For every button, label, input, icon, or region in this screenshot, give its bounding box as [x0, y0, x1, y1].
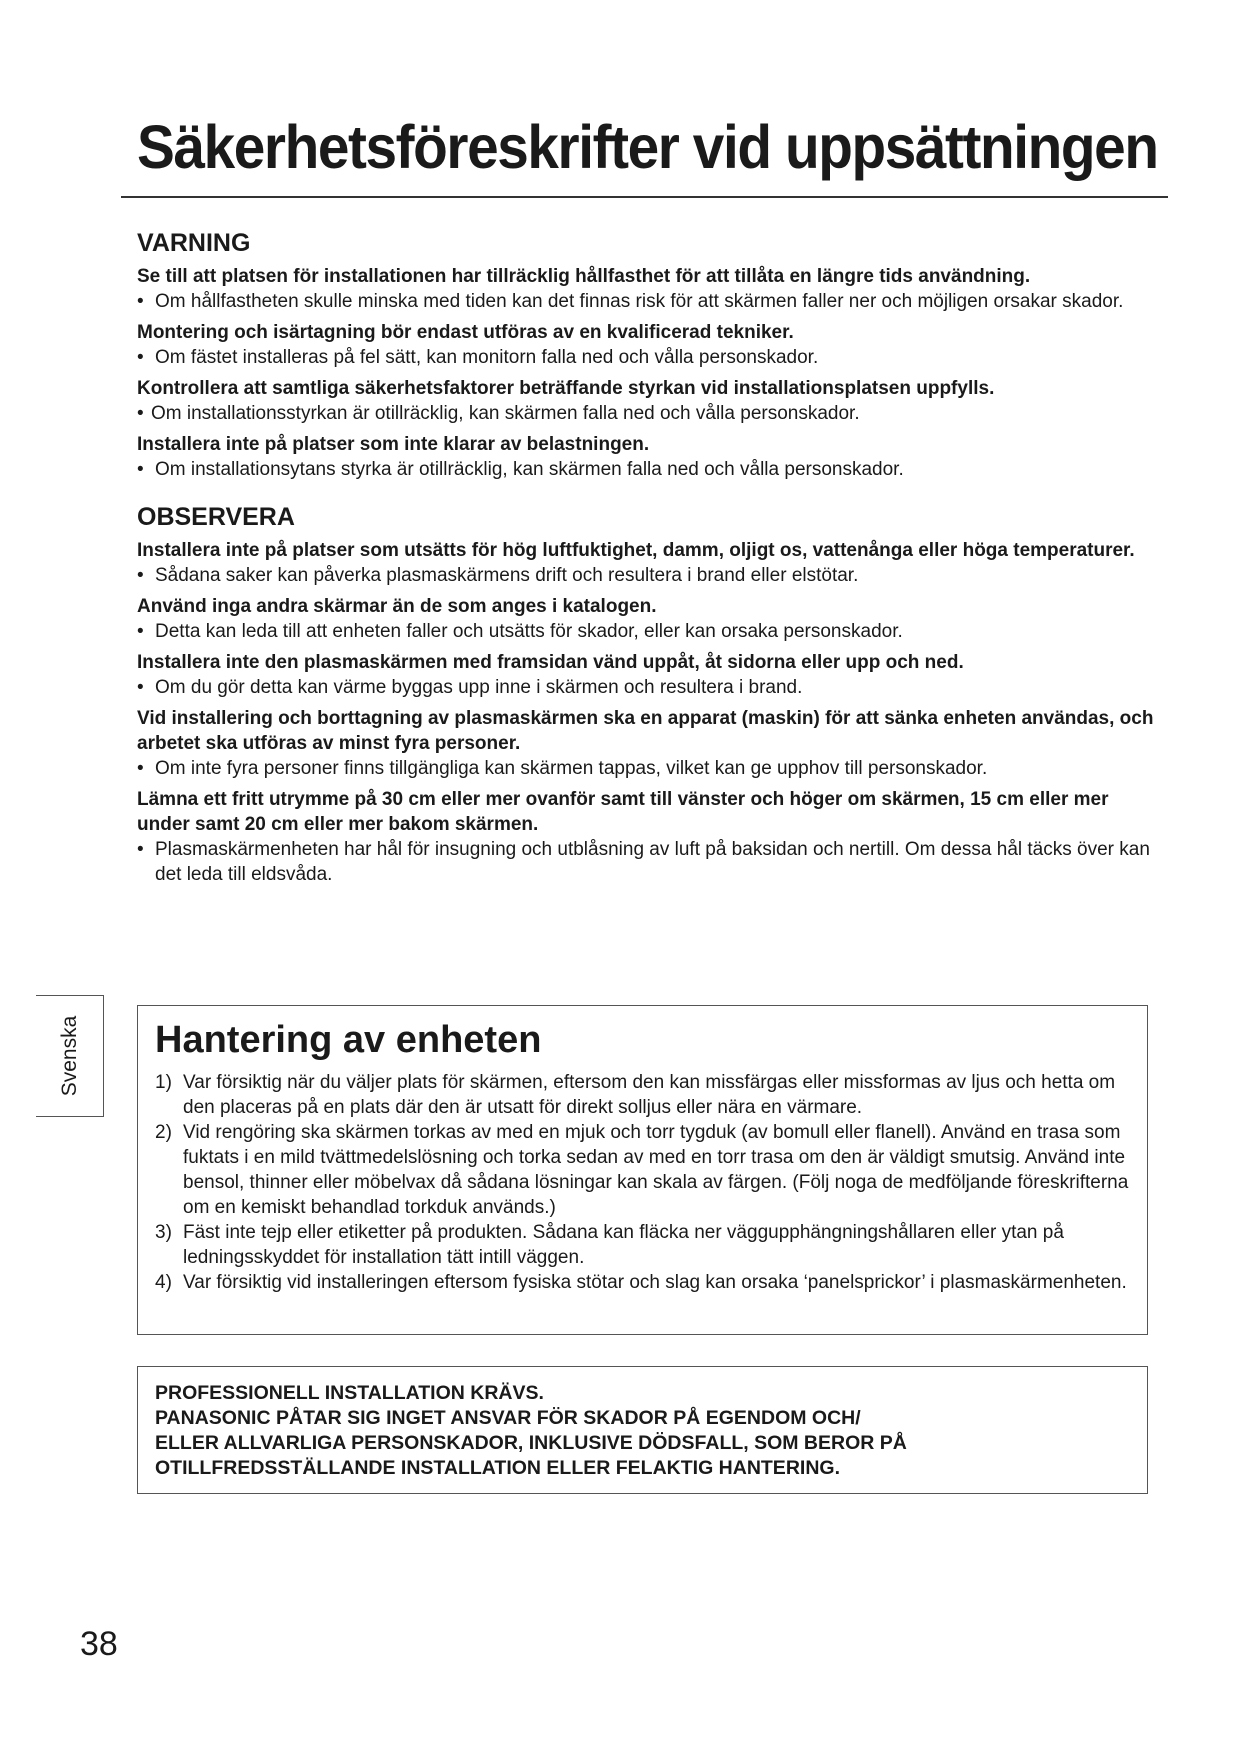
caution-item-3-bullet: • Om inte fyra personer finns tillgängliga kan skärmen tappas, vilket kan ge upphov till personskador.: [137, 758, 988, 779]
handling-item-1: 1) Var försiktig när du väljer plats för skärmen, eftersom den kan missfärgas eller missformas av ljus och hetta om den placeras på en plats där den är utsatt för direkt solljus eller nära en värmare.: [155, 1072, 1116, 1118]
bullet-icon: •: [137, 839, 144, 860]
caution-item-1-title: Använd inga andra skärmar än de som anges i katalogen.: [137, 596, 657, 617]
notice-line-1: PANASONIC PÅTAR SIG INGET ANSVAR FÖR SKADOR PÅ EGENDOM OCH/: [155, 1407, 861, 1429]
handling-heading: Hantering av enheten: [155, 1019, 542, 1061]
bullet-icon: •: [137, 291, 144, 312]
warning-item-3-bullet: • Om installationsytans styrka är otillräcklig, kan skärmen falla ned och vålla personskador.: [137, 459, 904, 480]
warning-item-0-title: Se till att platsen för installationen har tillräcklig hållfasthet för att tillåta en längre tids användning.: [137, 266, 1031, 287]
warning-item-0-bullet: • Om hållfastheten skulle minska med tiden kan det finnas risk för att skärmen faller ner och möjligen orsakar skador.: [137, 291, 1124, 312]
page-title: Säkerhetsföreskrifter vid uppsättningen: [137, 113, 1158, 181]
caution-heading: OBSERVERA: [137, 503, 295, 531]
language-tab-label: Svenska: [57, 1015, 81, 1097]
bullet-icon: •: [137, 347, 144, 368]
warning-item-3-title: Installera inte på platser som inte klarar av belastningen.: [137, 434, 650, 455]
notice-line-3: OTILLFREDSSTÄLLANDE INSTALLATION ELLER FELAKTIG HANTERING.: [155, 1457, 840, 1479]
warning-item-1-title: Montering och isärtagning bör endast utföras av en kvalificerad tekniker.: [137, 322, 794, 343]
handling-box: [137, 1005, 1148, 1335]
warning-item-2-bullet: • Om installationsstyrkan är otillräcklig, kan skärmen falla ned och vålla personskador.: [137, 403, 860, 424]
caution-item-2-bullet: • Om du gör detta kan värme byggas upp inne i skärmen och resultera i brand.: [137, 677, 803, 698]
caution-item-1-bullet: • Detta kan leda till att enheten faller och utsätts för skador, eller kan orsaka personskador.: [137, 621, 903, 642]
bullet-icon: •: [137, 677, 144, 698]
caution-item-2-title: Installera inte den plasmaskärmen med framsidan vänd uppåt, åt sidorna eller upp och ned.: [137, 652, 964, 673]
title-divider: [121, 196, 1168, 198]
caution-item-4-title: Lämna ett fritt utrymme på 30 cm eller mer ovanför samt till vänster och höger om skärmen, 15 cm eller mer under samt 20 cm eller mer bakom skärmen.: [137, 789, 1109, 835]
notice-line-0: PROFESSIONELL INSTALLATION KRÄVS.: [155, 1382, 544, 1404]
bullet-icon: •: [137, 459, 144, 480]
bullet-icon: •: [137, 403, 144, 424]
caution-item-0-title: Installera inte på platser som utsätts för hög luftfuktighet, damm, oljigt os, vattenånga eller höga temperaturer.: [137, 540, 1135, 561]
notice-line-2: ELLER ALLVARLIGA PERSONSKADOR, INKLUSIVE DÖDSFALL, SOM BEROR PÅ: [155, 1432, 907, 1454]
handling-item-2: 2) Vid rengöring ska skärmen torkas av med en mjuk och torr tygduk (av bomull eller flanell). Använd en trasa som fuktats i en mild tvättmedelslösning och torka sedan av med en torr trasa om den är väldigt smutsig. Använd inte bensol, thinner eller möbelvax då sådana lösningar kan skala av färgen. (Följ noga de medföljande föreskrifterna om en kemiskt behandlad torkduk används.): [155, 1122, 1129, 1218]
notice-box: [137, 1366, 1148, 1494]
bullet-icon: •: [137, 565, 144, 586]
caution-item-0-bullet: • Sådana saker kan påverka plasmaskärmens drift och resultera i brand eller elstötar.: [137, 565, 859, 586]
bullet-icon: •: [137, 758, 144, 779]
warning-heading: VARNING: [137, 229, 251, 257]
page-number: 38: [80, 1625, 118, 1663]
caution-item-4-bullet: • Plasmaskärmenheten har hål för insugning och utblåsning av luft på baksidan och nertill. Om dessa hål täcks över kan det leda till eldsvåda.: [137, 839, 1150, 885]
warning-item-2-title: Kontrollera att samtliga säkerhetsfaktorer beträffande styrkan vid installationsplatsen uppfylls.: [137, 378, 995, 399]
warning-item-1-bullet: • Om fästet installeras på fel sätt, kan monitorn falla ned och vålla personskador.: [137, 347, 819, 368]
caution-item-3-title: Vid installering och borttagning av plasmaskärmen ska en apparat (maskin) för att sänka enheten användas, och arbetet ska utföras av minst fyra personer.: [137, 708, 1154, 754]
handling-item-3: 3) Fäst inte tejp eller etiketter på produkten. Sådana kan fläcka ner väggupphängningshållaren eller ytan på ledningsskyddet för installation tätt intill väggen.: [155, 1222, 1064, 1268]
language-tab: [36, 995, 104, 1117]
safety-section: [137, 228, 1157, 887]
bullet-icon: •: [137, 621, 144, 642]
handling-item-4: 4) Var försiktig vid installeringen eftersom fysiska stötar och slag kan orsaka ‘panelsprickor’ i plasmaskärmenheten.: [155, 1272, 1127, 1293]
